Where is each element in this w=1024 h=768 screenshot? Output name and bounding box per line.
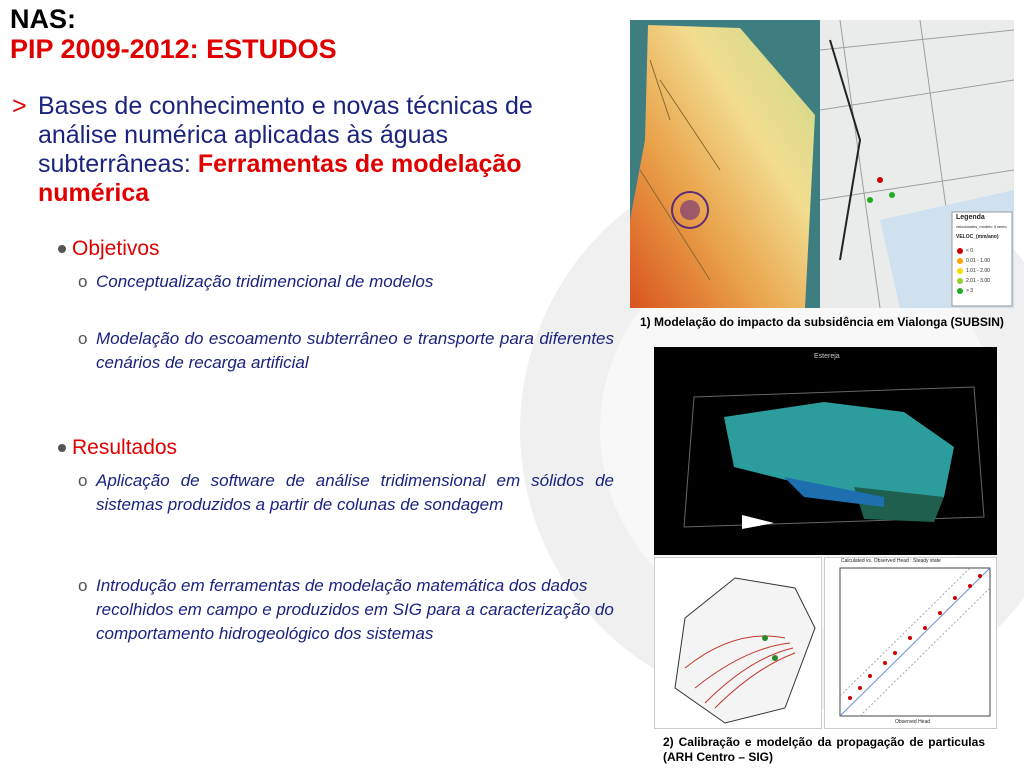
legend-unit: VELOC_(mm/ano) [956, 234, 999, 240]
3d-model-title: Estereja [814, 353, 840, 360]
subsidence-map-graphic [630, 20, 820, 308]
main-bullet-text [12, 92, 602, 208]
calibration-scatter-graphic [825, 558, 997, 729]
slide-subtitle: PIP 2009-2012: ESTUDOS [10, 34, 337, 64]
main-bullet [12, 92, 602, 208]
section-heading-text: Objetivos [72, 237, 160, 260]
bullet-arrow: > [12, 92, 27, 120]
bullet-dot-icon [58, 444, 66, 452]
slide-title: NAS: [10, 4, 76, 34]
legend-title: Legenda [956, 214, 985, 221]
figure-calibration-scatter [824, 557, 997, 729]
list-item [78, 469, 614, 517]
3d-model-graphic [654, 347, 997, 555]
figure-particle-map [654, 557, 822, 729]
legend-item: 2.01 - 3.00 [966, 278, 990, 284]
legend-item: < 0 [966, 248, 974, 254]
list-item [78, 574, 614, 646]
particle-map-graphic [655, 558, 822, 729]
list-item [78, 270, 614, 294]
sub-bullet-icon: o [78, 471, 88, 490]
sub-bullet-icon: o [78, 272, 88, 291]
figure-caption-2: 2) Calibração e modelção da propagação de particulas (ARH Centro – SIG) [663, 735, 985, 764]
main-bullet-body: Bases de conhecimento e novas técnicas de análise numérica aplicadas às águas subterrâneas: [38, 92, 533, 178]
legend-item: > 3 [966, 288, 974, 294]
list-item-text: Modelação do escoamento subterrâneo e transporte para diferentes cenários de recarga artificial [96, 329, 614, 372]
main-bullet-emphasis: Ferramentas de modelação numérica [38, 150, 522, 207]
sub-bullet-icon: o [78, 576, 88, 595]
sub-bullet-icon: o [78, 329, 88, 348]
figure-subsidence-model [630, 20, 820, 308]
section-heading-resultados [58, 436, 177, 460]
topographic-map-graphic [820, 20, 1014, 308]
scatter-title: Calculated vs. Observed Head : Steady state [841, 558, 941, 564]
figure-3d-model [654, 347, 997, 555]
section-heading-objetivos [58, 237, 160, 261]
section-heading-text: Resultados [72, 436, 178, 459]
legend-item: 0.01 - 1.00 [966, 258, 990, 264]
figure-topographic-map [820, 20, 1014, 308]
figure-caption-1: 1) Modelação do impacto da subsidência em Vialonga (SUBSIN) [640, 315, 1004, 329]
list-item-text: Aplicação de software de análise tridimensional em sólidos de sistemas produzidos a partir de colunas de sondagem [96, 471, 614, 514]
list-item-text: Introdução em ferramentas de modelação matemática dos dados recolhidos em campo e produzidos em SIG para a caracterização do comportamento hidrogeológico dos sistemas [96, 576, 614, 643]
bullet-dot-icon [58, 245, 66, 253]
scatter-xlabel: Observed Head [895, 719, 931, 725]
list-item [78, 327, 614, 375]
legend-item: 1.01 - 2.00 [966, 268, 990, 274]
list-item-text: Conceptualização tridimencional de modelos [96, 272, 434, 291]
legend-subtitle: velocidades_modelo II vento [956, 224, 1007, 229]
